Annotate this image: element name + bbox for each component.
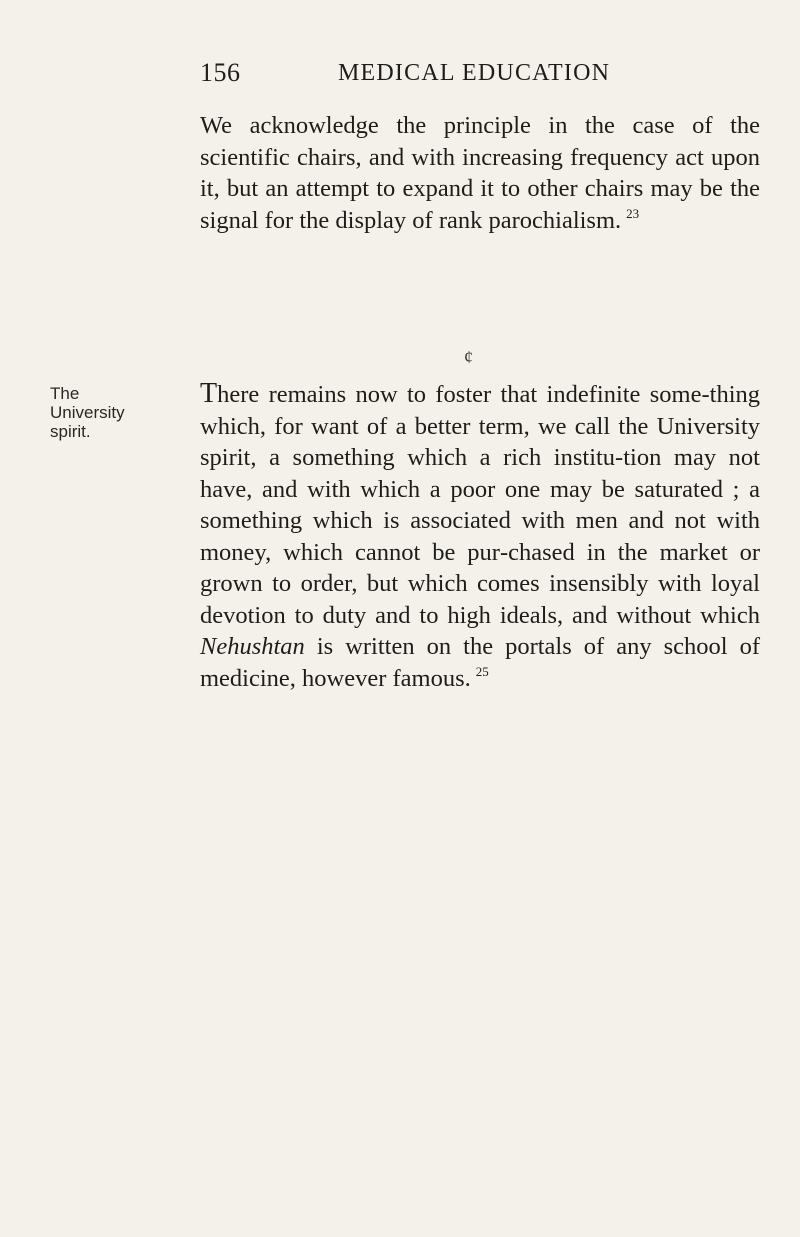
page-header — [200, 58, 760, 94]
running-head: MEDICAL EDUCATION — [338, 60, 611, 86]
paragraph-1-text: We acknowledge the principle in the case of the scientific chairs, and with increasing frequency act upon it, but an attempt to expand it to other chairs may be the signal for the display of rank parochialism. — [200, 112, 760, 234]
sidenote-line: The — [50, 384, 80, 403]
paragraph-2-first-letter: T — [200, 378, 218, 409]
margin-sidenote — [50, 384, 160, 441]
italic-word-nehushtan: Nehushtan — [200, 633, 305, 660]
sidenote-line: University — [50, 403, 125, 422]
section-ornament: ¢ — [464, 347, 473, 367]
footnote-ref-25: 25 — [475, 663, 489, 679]
paragraph-2-text: here remains now to foster that indefinite some‑thing which, for want of a better term, we call the University spirit, a something which a rich institu‑tion may not have, and with which a poor one may be saturated ; a something which is associated with men and not with money, which cannot be pur‑chased in the market or grown to order, but which comes insensibly with loyal devotion to duty and to high ideals, and without which — [200, 381, 760, 629]
paragraph-1 — [200, 110, 760, 236]
paragraph-2-text-end: is written on the portals of any school of medicine, however famous. — [200, 633, 761, 692]
sidenote-line: spirit. — [50, 422, 91, 441]
footnote-ref-23: 23 — [626, 205, 640, 221]
page-number: 156 — [200, 58, 241, 87]
paragraph-2 — [200, 378, 760, 694]
